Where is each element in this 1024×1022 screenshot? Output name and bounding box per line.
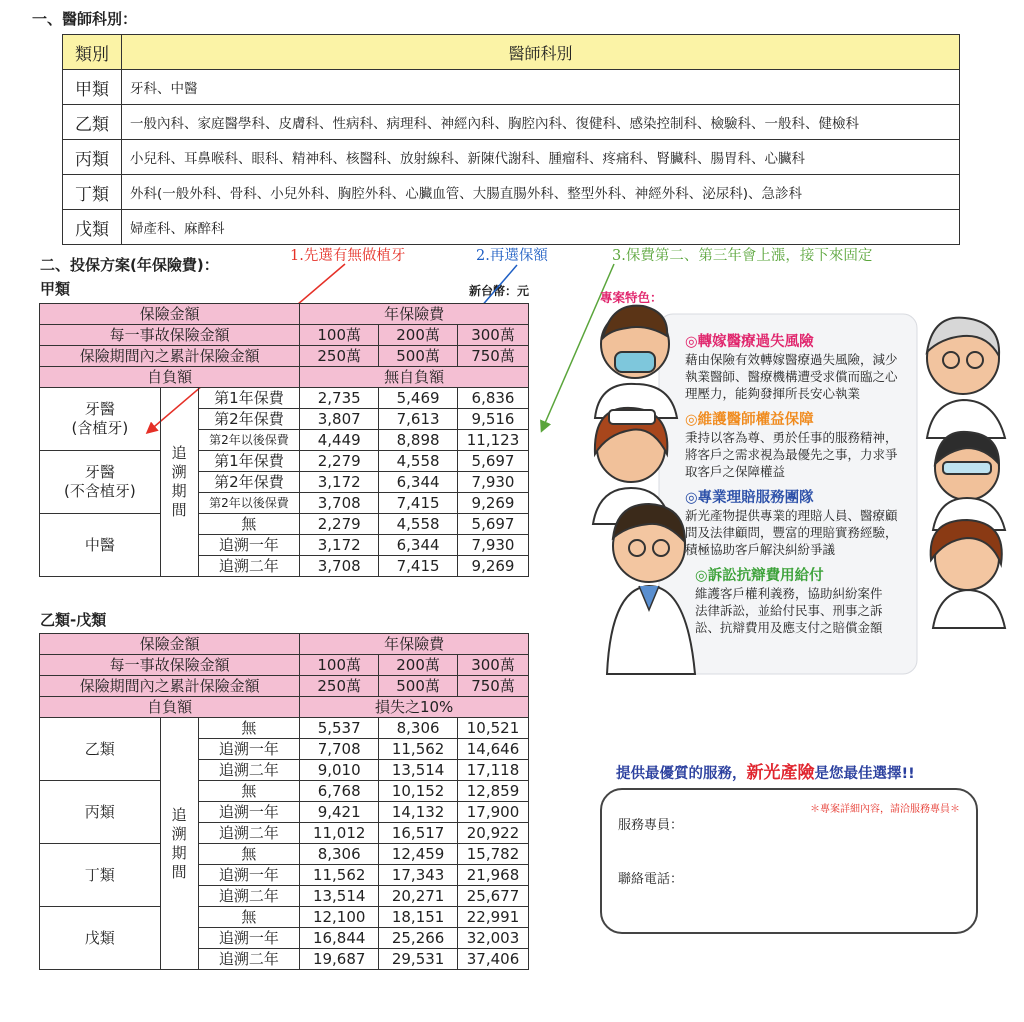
specialty-cell: 外科(一般外科、骨科、小兒外科、胸腔外科、心臟血管、大腸直腸外科、整型外科、神經外科、泌尿科)、急診科 (122, 175, 960, 210)
sum-cell: 750萬 (458, 346, 529, 367)
premium-value-cell: 17,118 (458, 760, 529, 781)
table-row (40, 451, 529, 472)
group-name-line: 戊類 (84, 928, 115, 947)
table-row (40, 844, 529, 865)
retro-period-cell (160, 388, 198, 577)
retro-char: 溯 (171, 463, 187, 481)
premium-value-cell: 5,697 (458, 514, 529, 535)
note-premium-increase: 3.保費第二、第三年會上漲，接下來固定 (612, 248, 873, 264)
premium-value-cell: 17,343 (379, 865, 458, 886)
feature-line: 理壓力，能夠發揮所長安心執業 (685, 386, 861, 401)
premium-value-cell: 6,344 (379, 535, 458, 556)
doctor-icon-right-top (927, 318, 1005, 438)
premium-value-cell: 32,003 (458, 928, 529, 949)
agent-label: 服務專員： (618, 818, 684, 833)
premium-value-cell: 3,708 (300, 556, 379, 577)
feature-line: 維護客戶權利義務，協助糾紛案件 (695, 586, 883, 601)
group-name-cell (40, 781, 161, 844)
premium-value-cell: 2,279 (300, 451, 379, 472)
deductible-label: 自負額 (40, 697, 300, 718)
group-name-line: 乙類 (84, 739, 115, 758)
retro-char: 期 (171, 843, 187, 862)
category-cell: 丁類 (63, 175, 122, 210)
premium-value-cell: 9,010 (300, 760, 379, 781)
section1-title: 一、醫師科別： (32, 10, 138, 28)
retro-period-cell (160, 718, 198, 970)
group-name-cell (40, 907, 161, 970)
category-cell: 戊類 (63, 210, 122, 245)
premium-value-cell: 5,537 (300, 718, 379, 739)
premium-value-cell: 21,968 (458, 865, 529, 886)
premium-value-cell: 10,521 (458, 718, 529, 739)
premium-value-cell: 15,782 (458, 844, 529, 865)
feature-line: 執業醫師、醫療機構遭受求償而臨之心 (685, 369, 898, 384)
premium-value-cell: 19,687 (300, 949, 379, 970)
doctor-icon-left-top (595, 306, 677, 418)
feature-line: 法律訴訟，並給付民事、刑事之訴 (695, 603, 883, 618)
premium-value-cell: 29,531 (379, 949, 458, 970)
sum-cell: 100萬 (300, 325, 379, 346)
feature-heading: ◎維護醫師權益保障 (685, 412, 814, 428)
premium-value-cell: 16,844 (300, 928, 379, 949)
phone-label: 聯絡電話： (618, 872, 684, 887)
table-a-title: 甲類 (40, 280, 71, 298)
promo-prefix: 提供最優質的服務， (616, 766, 747, 782)
specialty-cell: 一般內科、家庭醫學科、皮膚科、性病科、病理科、神經內科、胸腔內科、復健科、感染控制科、檢驗科、一般科、健檢科 (122, 105, 960, 140)
premium-value-cell: 9,269 (458, 493, 529, 514)
table-a-body (40, 388, 529, 577)
deductible-value: 無自負額 (300, 367, 529, 388)
deductible-value: 損失之10% (300, 697, 529, 718)
premium-value-cell: 6,836 (458, 388, 529, 409)
row-label-cell: 無 (198, 907, 300, 928)
specialty-cell: 婦產科、麻醉科 (122, 210, 960, 245)
premium-value-cell: 6,768 (300, 781, 379, 802)
group-name-cell (40, 718, 161, 781)
category-cell: 乙類 (63, 105, 122, 140)
note-choose-amount: 2.再選保額 (476, 248, 548, 264)
premium-value-cell: 9,269 (458, 556, 529, 577)
contact-box (600, 788, 978, 934)
feature-line: 訟、抗辯費用及應支付之賠償金額 (695, 620, 883, 635)
feature-item-4 (695, 564, 925, 636)
row-label-cell: 無 (198, 514, 300, 535)
row-label-cell: 追溯一年 (198, 802, 300, 823)
row-label-cell: 追溯二年 (198, 556, 300, 577)
promo-line (616, 758, 915, 783)
group-name-line: 牙醫 (84, 463, 115, 481)
premium-value-cell: 14,646 (458, 739, 529, 760)
premium-value-cell: 7,930 (458, 535, 529, 556)
premium-value-cell: 25,677 (458, 886, 529, 907)
premium-value-cell: 10,152 (379, 781, 458, 802)
feature-line: 新光產物提供專業的理賠人員、醫療顧 (685, 508, 898, 523)
premium-value-cell: 4,558 (379, 514, 458, 535)
premium-value-cell: 9,421 (300, 802, 379, 823)
premium-value-cell: 25,266 (379, 928, 458, 949)
premium-value-cell: 20,271 (379, 886, 458, 907)
specialty-cell: 牙科、中醫 (122, 70, 960, 105)
group-name-cell (40, 388, 161, 451)
deductible-label: 自負額 (40, 367, 300, 388)
premium-value-cell: 8,306 (379, 718, 458, 739)
feature-line: 將客戶之需求視為最優先之事，力求爭 (685, 447, 898, 462)
feature-item-1 (685, 330, 925, 402)
insured-amount-label: 保險金額 (40, 304, 300, 325)
doctor-icon-right-middle (933, 432, 1005, 530)
group-name-cell (40, 451, 161, 514)
row-label-cell: 第2年保費 (198, 409, 300, 430)
header-specialties: 醫師科別 (122, 35, 960, 70)
premium-value-cell: 20,922 (458, 823, 529, 844)
premium-value-cell: 17,900 (458, 802, 529, 823)
features-title: 專案特色： (600, 290, 663, 305)
premium-table-b (39, 633, 529, 970)
feature-item-3 (685, 486, 925, 558)
retro-char: 追 (171, 444, 187, 462)
row-label-cell: 追溯一年 (198, 739, 300, 760)
premium-value-cell: 8,898 (379, 430, 458, 451)
table-row (40, 718, 529, 739)
group-name-line: 中醫 (84, 535, 115, 554)
table-b-title: 乙類-戊類 (40, 611, 107, 629)
premium-value-cell: 5,469 (379, 388, 458, 409)
features-card (587, 298, 1007, 688)
premium-value-cell: 13,514 (300, 886, 379, 907)
premium-value-cell: 7,613 (379, 409, 458, 430)
premium-value-cell: 4,449 (300, 430, 379, 451)
premium-value-cell: 12,859 (458, 781, 529, 802)
row-label-cell: 無 (198, 781, 300, 802)
feature-item-2 (685, 408, 925, 480)
category-cell: 甲類 (63, 70, 122, 105)
premium-value-cell: 2,279 (300, 514, 379, 535)
premium-value-cell: 7,930 (458, 472, 529, 493)
group-name-line: 丙類 (84, 802, 115, 821)
feature-heading: ◎訴訟抗辯費用給付 (695, 568, 824, 584)
promo-brand: 新光產險 (746, 763, 815, 783)
premium-value-cell: 13,514 (379, 760, 458, 781)
sum-cell: 300萬 (458, 655, 529, 676)
feature-heading: ◎轉嫁醫療過失風險 (685, 334, 814, 350)
insured-amount-label: 保險金額 (40, 634, 300, 655)
premium-value-cell: 7,708 (300, 739, 379, 760)
row-label-cell: 追溯二年 (198, 886, 300, 907)
row-label-cell: 無 (198, 844, 300, 865)
row-label-cell: 無 (198, 718, 300, 739)
row-label-cell: 追溯一年 (198, 535, 300, 556)
premium-value-cell: 5,697 (458, 451, 529, 472)
annual-premium-label: 年保險費 (300, 634, 529, 655)
feature-line: 藉由保險有效轉嫁醫療過失風險，減少 (685, 352, 898, 367)
row-label-cell: 追溯一年 (198, 928, 300, 949)
annual-premium-label: 年保險費 (300, 304, 529, 325)
table-row (40, 781, 529, 802)
premium-value-cell: 3,807 (300, 409, 379, 430)
row-label-cell: 追溯二年 (198, 760, 300, 781)
header-category: 類別 (63, 35, 122, 70)
specialty-cell: 小兒科、耳鼻喉科、眼科、精神科、核醫科、放射線科、新陳代謝科、腫瘤科、疼痛科、腎臟科、腸胃科、心臟科 (122, 140, 960, 175)
premium-value-cell: 11,562 (300, 865, 379, 886)
sum-cell: 250萬 (300, 346, 379, 367)
premium-value-cell: 3,172 (300, 472, 379, 493)
row-label-cell: 第1年保費 (198, 388, 300, 409)
section2-title: 二、投保方案(年保險費)： (40, 256, 219, 274)
premium-value-cell: 3,708 (300, 493, 379, 514)
feature-line: 取客戶之保障權益 (685, 464, 786, 479)
premium-value-cell: 8,306 (300, 844, 379, 865)
contact-note: ＊專案詳細內容，請洽服務專員＊ (810, 804, 960, 815)
premium-value-cell: 2,735 (300, 388, 379, 409)
group-name-line: (不含植牙) (63, 482, 136, 500)
sum-cell: 250萬 (300, 676, 379, 697)
premium-value-cell: 37,406 (458, 949, 529, 970)
row-label-cell: 追溯二年 (198, 949, 300, 970)
row-label-cell: 第1年保費 (198, 451, 300, 472)
retro-char: 追 (171, 805, 187, 824)
feature-heading: ◎專業理賠服務團隊 (685, 490, 814, 506)
premium-value-cell: 11,123 (458, 430, 529, 451)
group-name-line: (含植牙) (71, 419, 129, 437)
sum-cell: 500萬 (379, 676, 458, 697)
per-accident-label: 每一事故保險金額 (40, 655, 300, 676)
premium-value-cell: 11,562 (379, 739, 458, 760)
feature-line: 秉持以客為尊、勇於任事的服務精神， (685, 430, 898, 445)
sum-cell: 200萬 (379, 655, 458, 676)
retro-char: 間 (171, 862, 187, 881)
table-row (40, 514, 529, 535)
premium-value-cell: 7,415 (379, 556, 458, 577)
table-row (40, 907, 529, 928)
premium-value-cell: 14,132 (379, 802, 458, 823)
promo-suffix: 是您最佳選擇!! (814, 766, 915, 782)
row-label-cell: 第2年以後保費 (198, 493, 300, 514)
premium-value-cell: 18,151 (379, 907, 458, 928)
row-label-cell: 第2年保費 (198, 472, 300, 493)
category-cell: 丙類 (63, 140, 122, 175)
sum-cell: 500萬 (379, 346, 458, 367)
group-name-line: 牙醫 (84, 400, 115, 418)
retro-char: 間 (171, 501, 187, 519)
group-name-cell (40, 514, 161, 577)
feature-line: 積極協助客戶解決糾紛爭議 (685, 542, 836, 557)
table-b-body (40, 718, 529, 970)
feature-line: 問及法律顧問，豐富的理賠實務經驗， (685, 525, 898, 540)
currency-label: 新台幣：元 (469, 284, 530, 298)
row-label-cell: 追溯二年 (198, 823, 300, 844)
premium-value-cell: 7,415 (379, 493, 458, 514)
row-label-cell: 追溯一年 (198, 865, 300, 886)
premium-value-cell: 9,516 (458, 409, 529, 430)
premium-value-cell: 12,100 (300, 907, 379, 928)
per-accident-label: 每一事故保險金額 (40, 325, 300, 346)
note-dental-implant: 1.先選有無做植牙 (290, 248, 406, 264)
premium-value-cell: 3,172 (300, 535, 379, 556)
premium-value-cell: 12,459 (379, 844, 458, 865)
premium-value-cell: 22,991 (458, 907, 529, 928)
sum-cell: 200萬 (379, 325, 458, 346)
sum-cell: 100萬 (300, 655, 379, 676)
premium-table-a (39, 303, 529, 577)
premium-value-cell: 4,558 (379, 451, 458, 472)
table-row (40, 388, 529, 409)
doctor-icon-right-bottom (931, 520, 1005, 628)
retro-char: 期 (171, 482, 187, 500)
sum-cell: 300萬 (458, 325, 529, 346)
premium-value-cell: 16,517 (379, 823, 458, 844)
cumulative-label: 保險期間內之累計保險金額 (40, 676, 300, 697)
premium-value-cell: 11,012 (300, 823, 379, 844)
cumulative-label: 保險期間內之累計保險金額 (40, 346, 300, 367)
group-name-line: 丁類 (84, 865, 115, 884)
group-name-cell (40, 844, 161, 907)
premium-value-cell: 6,344 (379, 472, 458, 493)
row-label-cell: 第2年以後保費 (198, 430, 300, 451)
retro-char: 溯 (171, 824, 187, 843)
sum-cell: 750萬 (458, 676, 529, 697)
